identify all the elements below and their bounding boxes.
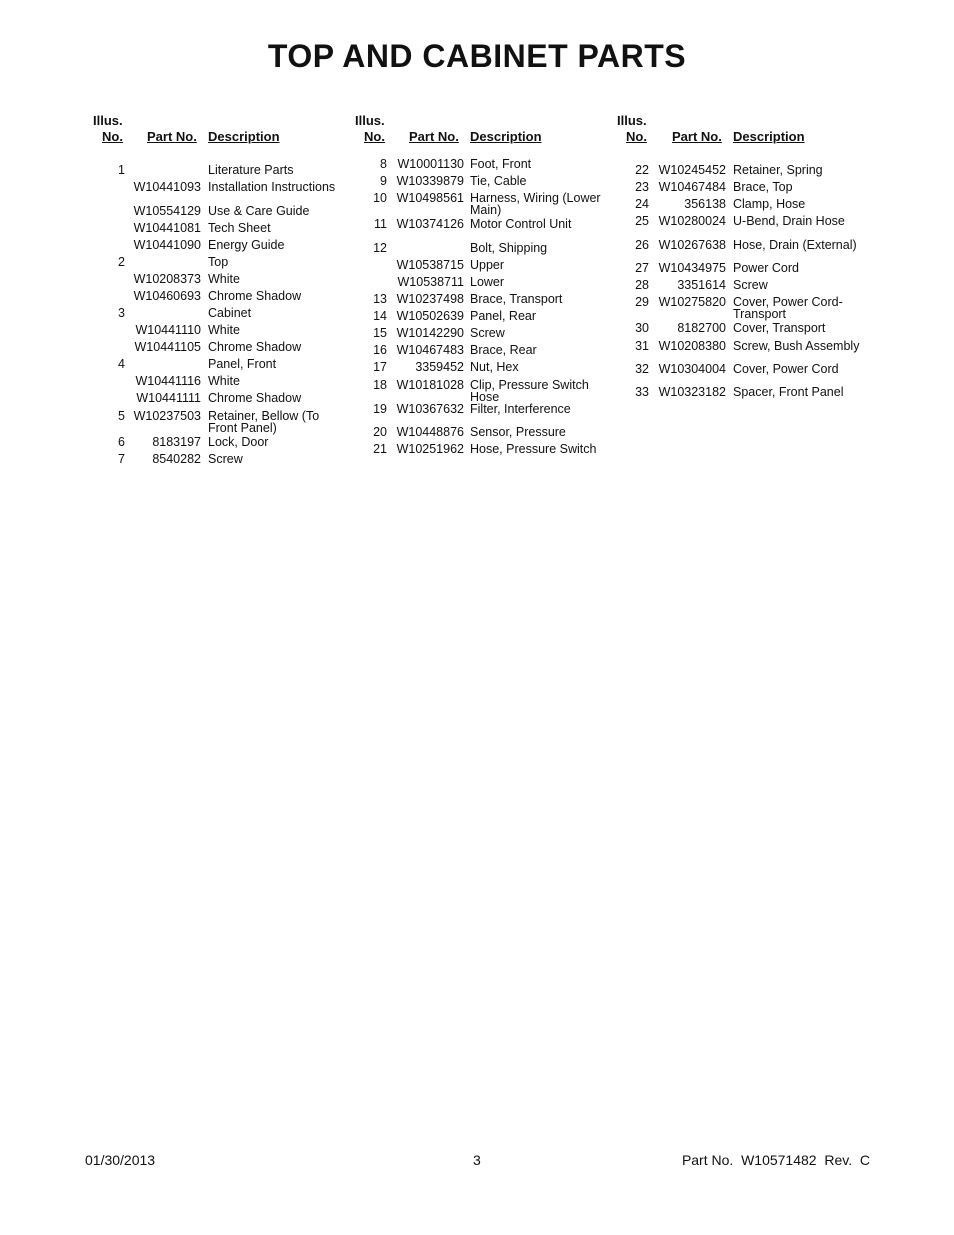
- part-description: Tie, Cable: [470, 174, 527, 188]
- part-number: W10441090: [133, 238, 201, 252]
- part-description: Retainer, Spring: [733, 163, 823, 177]
- part-no-header: Part No.: [672, 129, 722, 144]
- part-description: U-Bend, Drain Hose: [733, 214, 845, 228]
- part-number: W10538715: [396, 258, 464, 272]
- part-no-header: Part No.: [147, 129, 197, 144]
- illus-number: 19: [373, 402, 387, 416]
- part-number: W10502639: [396, 309, 464, 323]
- column-header: [90, 113, 350, 147]
- illus-number: 13: [373, 292, 387, 306]
- part-description: White: [208, 374, 240, 388]
- part-number: W10181028: [396, 378, 464, 392]
- part-description: Hose, Pressure Switch: [470, 442, 597, 456]
- part-description: Cover, Transport: [733, 321, 826, 335]
- part-description: Brace, Top: [733, 180, 793, 194]
- part-number: 3359452: [415, 360, 464, 374]
- part-number: W10275820: [658, 295, 726, 309]
- part-description: Chrome Shadow: [208, 391, 302, 405]
- page-title: TOP AND CABINET PARTS: [267, 38, 687, 74]
- illus-number: 5: [118, 409, 125, 423]
- part-description: White: [208, 323, 240, 337]
- illus-number: 3: [118, 306, 125, 320]
- part-number: W10251962: [396, 442, 464, 456]
- part-number: W10323182: [658, 385, 726, 399]
- part-description: Panel, Front: [208, 357, 277, 371]
- part-description: Screw: [208, 452, 243, 466]
- no-header: No.: [102, 129, 123, 144]
- part-description: Brace, Rear: [470, 343, 537, 357]
- part-no-header: Part No.: [409, 129, 459, 144]
- part-description: Nut, Hex: [470, 360, 519, 374]
- illus-number: 32: [635, 362, 649, 376]
- part-description: Energy Guide: [208, 238, 285, 252]
- illus-number: 22: [635, 163, 649, 177]
- part-number: W10538711: [397, 275, 464, 289]
- illus-number: 24: [635, 197, 649, 211]
- part-description: White: [208, 272, 240, 286]
- illus-number: 33: [635, 385, 649, 399]
- no-header: No.: [364, 129, 385, 144]
- illus-number: 6: [118, 435, 125, 449]
- illus-header: Illus.: [93, 113, 123, 128]
- part-number: W10460693: [133, 289, 201, 303]
- no-header: No.: [626, 129, 647, 144]
- part-description: Screw, Bush Assembly: [733, 339, 860, 353]
- part-number: W10339879: [396, 174, 464, 188]
- part-description: Literature Parts: [208, 163, 294, 177]
- part-number: W10142290: [396, 326, 464, 340]
- part-description: Motor Control Unit: [470, 217, 572, 231]
- column-header: [615, 113, 885, 147]
- part-number: W10208373: [133, 272, 201, 286]
- footer-part-number: Part No. W10571482 Rev. C: [681, 1152, 870, 1168]
- illus-number: 31: [635, 339, 649, 353]
- parts-column-3: [615, 113, 885, 399]
- part-description: Tech Sheet: [208, 221, 271, 235]
- part-description: Lower: [470, 275, 505, 289]
- description-header: Description: [470, 129, 542, 144]
- illus-number: 9: [380, 174, 387, 188]
- part-number: W10441111: [136, 391, 201, 405]
- parts-column-1: [90, 113, 350, 466]
- part-number: W10280024: [658, 214, 726, 228]
- part-number: W10237503: [133, 409, 201, 423]
- illus-number: 23: [635, 180, 649, 194]
- part-number: 3351614: [677, 278, 726, 292]
- illus-number: 28: [635, 278, 649, 292]
- illus-number: 21: [373, 442, 387, 456]
- part-number: 8182700: [677, 321, 726, 335]
- part-description: Panel, Rear: [470, 309, 537, 323]
- part-number: W10441110: [135, 323, 201, 337]
- part-description: Chrome Shadow: [208, 289, 302, 303]
- part-number: W10208380: [658, 339, 726, 353]
- illus-number: 10: [373, 191, 387, 205]
- part-description: Spacer, Front Panel: [733, 385, 844, 399]
- illus-number: 26: [635, 238, 649, 252]
- part-number: W10441116: [135, 374, 201, 388]
- illus-number: 25: [635, 214, 649, 228]
- part-number: W10367632: [396, 402, 464, 416]
- footer-page-number: 3: [473, 1152, 481, 1168]
- part-description: Retainer, Bellow (To Front Panel): [208, 409, 320, 435]
- illus-number: 30: [635, 321, 649, 335]
- part-description: Power Cord: [733, 261, 799, 275]
- part-description: Filter, Interference: [470, 402, 571, 416]
- part-number: W10448876: [396, 425, 464, 439]
- part-description: Bolt, Shipping: [470, 241, 548, 255]
- part-description: Use & Care Guide: [208, 204, 310, 218]
- illus-number: 14: [373, 309, 387, 323]
- footer-date: 01/30/2013: [85, 1152, 156, 1168]
- illus-number: 15: [373, 326, 387, 340]
- illus-number: 8: [380, 157, 387, 171]
- part-description: Upper: [470, 258, 505, 272]
- part-number: W10267638: [658, 238, 726, 252]
- illus-number: 18: [373, 378, 387, 392]
- part-number: W10467483: [396, 343, 464, 357]
- illus-number: 16: [373, 343, 387, 357]
- part-description: Cover, Power Cord-Transport: [733, 295, 843, 321]
- illus-number: 17: [373, 360, 387, 374]
- part-description: Harness, Wiring (Lower Main): [470, 191, 601, 217]
- parts-column-2: [353, 113, 613, 456]
- illus-number: 12: [373, 241, 387, 255]
- part-number: W10237498: [396, 292, 464, 306]
- part-number: 356138: [684, 197, 726, 211]
- part-number: 8183197: [152, 435, 201, 449]
- part-description: Brace, Transport: [470, 292, 563, 306]
- part-description: Chrome Shadow: [208, 340, 302, 354]
- illus-header: Illus.: [355, 113, 385, 128]
- part-description: Lock, Door: [208, 435, 269, 449]
- part-description: Screw: [470, 326, 505, 340]
- illus-number: 4: [118, 357, 125, 371]
- illus-number: 2: [118, 255, 125, 269]
- part-description: Clamp, Hose: [733, 197, 806, 211]
- part-description: Sensor, Pressure: [470, 425, 566, 439]
- part-description: Top: [208, 255, 229, 269]
- part-description: Clip, Pressure Switch Hose: [470, 378, 589, 404]
- description-header: Description: [733, 129, 805, 144]
- part-number: 8540282: [152, 452, 201, 466]
- part-description: Foot, Front: [470, 157, 532, 171]
- illus-number: 20: [373, 425, 387, 439]
- part-description: Cover, Power Cord: [733, 362, 839, 376]
- part-number: W10001130: [397, 157, 464, 171]
- illus-number: 11: [374, 217, 387, 231]
- part-description: Installation Instructions: [208, 180, 336, 194]
- part-number: W10554129: [133, 204, 201, 218]
- illus-number: 7: [118, 452, 125, 466]
- description-header: Description: [208, 129, 280, 144]
- part-number: W10441093: [133, 180, 201, 194]
- part-number: W10498561: [396, 191, 464, 205]
- part-number: W10374126: [396, 217, 464, 231]
- illus-number: 27: [635, 261, 649, 275]
- part-number: W10441081: [133, 221, 201, 235]
- part-number: W10434975: [658, 261, 726, 275]
- column-header: [353, 113, 613, 147]
- part-number: W10304004: [658, 362, 726, 376]
- part-description: Screw: [733, 278, 768, 292]
- part-number: W10245452: [658, 163, 726, 177]
- illus-number: 1: [118, 163, 125, 177]
- part-number: W10441105: [134, 340, 201, 354]
- illus-number: 29: [635, 295, 649, 309]
- part-description: Hose, Drain (External): [733, 238, 857, 252]
- part-description: Cabinet: [208, 306, 252, 320]
- illus-header: Illus.: [617, 113, 647, 128]
- part-number: W10467484: [658, 180, 726, 194]
